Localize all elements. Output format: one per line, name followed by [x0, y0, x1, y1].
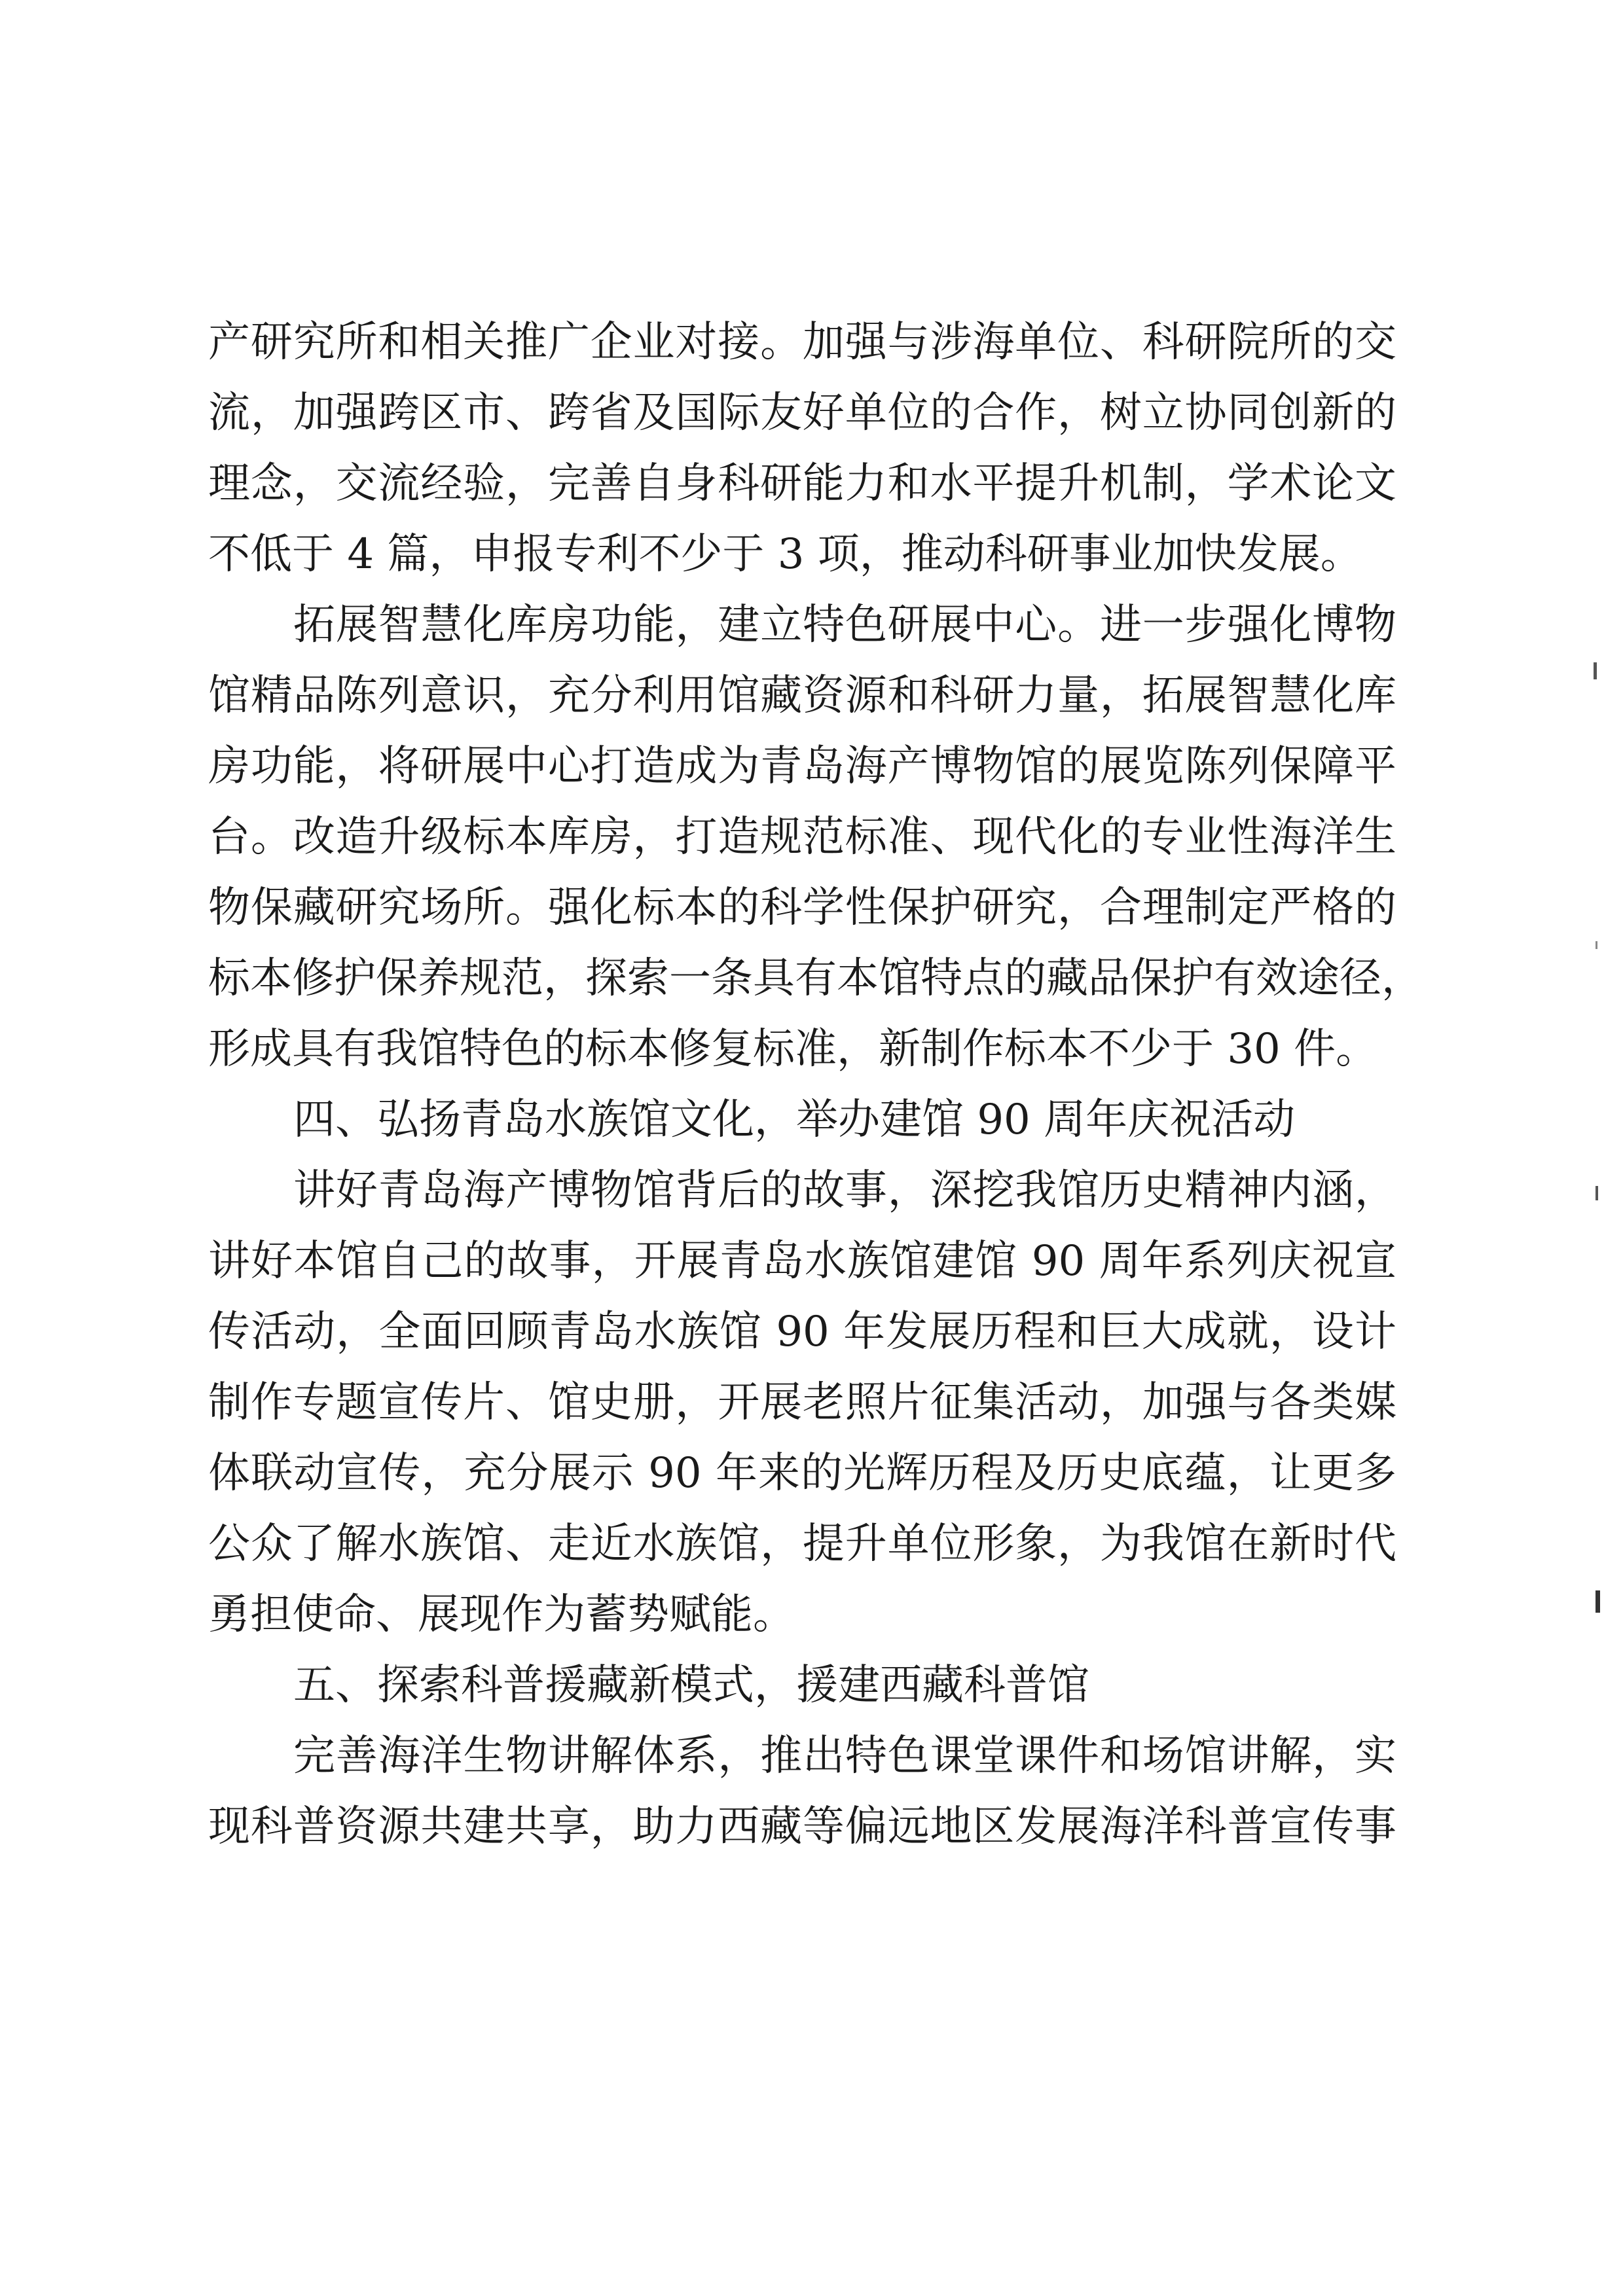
- text-line: 物保藏研究场所。强化标本的科学性保护研究，合理制定严格的: [208, 884, 1396, 932]
- text-line: 馆精品陈列意识，充分利用馆藏资源和科研力量，拓展智慧化库: [208, 672, 1396, 720]
- text-line: 不低于 4 篇，申报专利不少于 3 项，推动科研事业加快发展。: [208, 530, 1362, 579]
- text-line: 讲好本馆自己的故事，开展青岛水族馆建馆 90 周年系列庆祝宣: [208, 1237, 1396, 1285]
- section-heading-4: 四、弘扬青岛水族馆文化，举办建馆 90 周年庆祝活动: [293, 1096, 1296, 1144]
- text-line: 产研究所和相关推广企业对接。加强与涉海单位、科研院所的交: [208, 318, 1396, 367]
- text-line: 理念，交流经验，完善自身科研能力和水平提升机制，学术论文: [208, 459, 1396, 508]
- text-line: 体联动宣传，充分展示 90 年来的光辉历程及历史底蕴，让更多: [208, 1449, 1396, 1498]
- text-line: 台。改造升级标本库房，打造规范标准、现代化的专业性海洋生: [208, 813, 1396, 861]
- text-line: 讲好青岛海产博物馆背后的故事，深挖我馆历史精神内涵，: [293, 1166, 1396, 1215]
- scan-artifact: [1594, 662, 1597, 679]
- text-line: 现科普资源共建共享，助力西藏等偏远地区发展海洋科普宣传事: [208, 1803, 1396, 1851]
- section-heading-5: 五、探索科普援藏新模式，援建西藏科普馆: [293, 1661, 1089, 1710]
- scan-artifact: [1596, 941, 1597, 949]
- text-line: 公众了解水族馆、走近水族馆，提升单位形象，为我馆在新时代: [208, 1520, 1396, 1568]
- text-line: 传活动，全面回顾青岛水族馆 90 年发展历程和巨大成就，设计: [208, 1308, 1396, 1356]
- text-line: 制作专题宣传片、馆史册，开展老照片征集活动，加强与各类媒: [208, 1378, 1396, 1427]
- text-line: 标本修护保养规范，探索一条具有本馆特点的藏品保护有效途径，: [208, 954, 1423, 1003]
- paragraph-heading-line: 拓展智慧化库房功能，建立特色研展中心。进一步强化博物: [293, 601, 1396, 649]
- text-line: 形成具有我馆特色的标本修复标准，新制作标本不少于 30 件。: [208, 1025, 1378, 1073]
- text-line: 流，加强跨区市、跨省及国际友好单位的合作，树立协同创新的: [208, 389, 1396, 437]
- scan-artifact: [1596, 1590, 1600, 1613]
- text-line: 勇担使命、展现作为蓄势赋能。: [208, 1590, 795, 1639]
- text-line: 完善海洋生物讲解体系，推出特色课堂课件和场馆讲解，实: [293, 1732, 1396, 1780]
- text-line: 房功能，将研展中心打造成为青岛海产博物馆的展览陈列保障平: [208, 742, 1396, 791]
- scan-artifact: [1596, 1186, 1598, 1200]
